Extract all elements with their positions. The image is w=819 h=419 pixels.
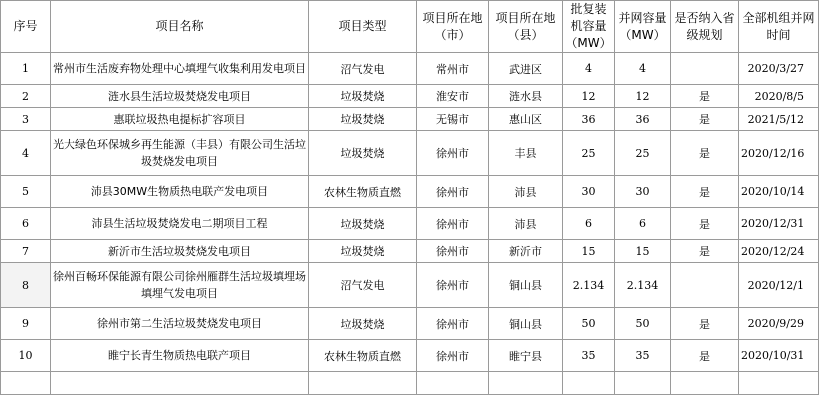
cell-city[interactable]: 徐州市 [417, 176, 489, 208]
cell-provincial[interactable]: 是 [671, 308, 739, 340]
cell-provincial[interactable]: 是 [671, 108, 739, 131]
cell-provincial[interactable]: 是 [671, 176, 739, 208]
cell-fulltime[interactable]: 2020/12/31 [739, 208, 819, 240]
cell-fulltime[interactable]: 2020/9/29 [739, 308, 819, 340]
table-row [1, 208, 819, 240]
cell-type[interactable]: 垃圾焚烧 [309, 240, 417, 263]
cell-city[interactable]: 徐州市 [417, 340, 489, 372]
cell-empty[interactable] [417, 372, 489, 395]
cell-idx[interactable]: 7 [1, 240, 51, 263]
cell-fulltime[interactable]: 2020/8/5 [739, 85, 819, 108]
header-city[interactable]: 项目所在地（市） [417, 1, 489, 53]
cell-provincial[interactable]: 是 [671, 208, 739, 240]
cell-idx[interactable]: 9 [1, 308, 51, 340]
cell-fulltime[interactable]: 2020/12/16 [739, 131, 819, 176]
table-row [1, 53, 819, 85]
cell-empty[interactable] [615, 372, 671, 395]
cell-idx[interactable]: 8 [1, 263, 51, 308]
cell-empty[interactable] [671, 372, 739, 395]
cell-approved[interactable]: 12 [563, 85, 615, 108]
cell-empty[interactable] [489, 372, 563, 395]
cell-city[interactable]: 常州市 [417, 53, 489, 85]
cell-name[interactable]: 沛县30MW生物质热电联产发电项目 [51, 176, 309, 208]
cell-idx[interactable]: 5 [1, 176, 51, 208]
cell-city[interactable]: 淮安市 [417, 85, 489, 108]
cell-city[interactable]: 无锡市 [417, 108, 489, 131]
cell-county[interactable]: 涟水县 [489, 85, 563, 108]
cell-fulltime[interactable]: 2020/12/24 [739, 240, 819, 263]
cell-grid[interactable]: 25 [615, 131, 671, 176]
cell-county[interactable]: 沛县 [489, 176, 563, 208]
cell-county[interactable]: 武进区 [489, 53, 563, 85]
cell-county[interactable]: 铜山县 [489, 308, 563, 340]
header-grid-capacity[interactable]: 并网容量（MW） [615, 1, 671, 53]
header-county[interactable]: 项目所在地（县） [489, 1, 563, 53]
cell-county[interactable]: 丰县 [489, 131, 563, 176]
cell-name[interactable]: 沛县生活垃圾焚烧发电二期项目工程 [51, 208, 309, 240]
cell-approved[interactable]: 36 [563, 108, 615, 131]
cell-empty[interactable] [51, 372, 309, 395]
table-row [1, 340, 819, 372]
cell-name[interactable]: 睢宁长青生物质热电联产项目 [51, 340, 309, 372]
cell-fulltime[interactable]: 2020/3/27 [739, 53, 819, 85]
cell-approved[interactable]: 50 [563, 308, 615, 340]
cell-county[interactable]: 铜山县 [489, 263, 563, 308]
table-row [1, 108, 819, 131]
cell-county[interactable]: 沛县 [489, 208, 563, 240]
cell-idx[interactable]: 6 [1, 208, 51, 240]
table-row [1, 263, 819, 308]
header-type[interactable]: 项目类型 [309, 1, 417, 53]
cell-city[interactable]: 徐州市 [417, 208, 489, 240]
cell-type[interactable]: 垃圾焚烧 [309, 131, 417, 176]
cell-grid[interactable]: 30 [615, 176, 671, 208]
cell-idx[interactable]: 2 [1, 85, 51, 108]
cell-type[interactable]: 垃圾焚烧 [309, 208, 417, 240]
cell-name[interactable]: 惠联垃圾热电提标扩容项目 [51, 108, 309, 131]
cell-provincial[interactable]: 是 [671, 131, 739, 176]
cell-empty[interactable] [309, 372, 417, 395]
cell-approved[interactable]: 35 [563, 340, 615, 372]
cell-empty[interactable] [1, 372, 51, 395]
cell-grid[interactable]: 35 [615, 340, 671, 372]
cell-name[interactable]: 常州市生活废弃物处理中心填埋气收集利用发电项目 [51, 53, 309, 85]
cell-name[interactable]: 新沂市生活垃圾焚烧发电项目 [51, 240, 309, 263]
cell-provincial[interactable]: 是 [671, 85, 739, 108]
header-full-grid-time[interactable]: 全部机组并网时间 [739, 1, 819, 53]
table-row [1, 308, 819, 340]
cell-empty[interactable] [739, 372, 819, 395]
cell-approved[interactable]: 6 [563, 208, 615, 240]
cell-grid[interactable]: 50 [615, 308, 671, 340]
cell-county[interactable]: 睢宁县 [489, 340, 563, 372]
cell-name[interactable]: 光大绿色环保城乡再生能源（丰县）有限公司生活垃圾焚烧发电项目 [51, 131, 309, 176]
cell-approved[interactable]: 30 [563, 176, 615, 208]
cell-city[interactable]: 徐州市 [417, 240, 489, 263]
cell-city[interactable]: 徐州市 [417, 131, 489, 176]
cell-grid[interactable]: 15 [615, 240, 671, 263]
cell-type[interactable]: 垃圾焚烧 [309, 108, 417, 131]
header-idx[interactable]: 序号 [1, 1, 51, 53]
cell-grid[interactable]: 12 [615, 85, 671, 108]
cell-idx[interactable]: 10 [1, 340, 51, 372]
cell-grid[interactable]: 6 [615, 208, 671, 240]
header-approved-capacity[interactable]: 批复装机容量（MW） [563, 1, 615, 53]
cell-approved[interactable]: 2.134 [563, 263, 615, 308]
table-row [1, 176, 819, 208]
table-row [1, 240, 819, 263]
cell-approved[interactable]: 4 [563, 53, 615, 85]
table-row-partial [1, 372, 819, 395]
cell-name[interactable]: 徐州市第二生活垃圾焚烧发电项目 [51, 308, 309, 340]
cell-idx[interactable]: 4 [1, 131, 51, 176]
cell-fulltime[interactable]: 2020/12/1 [739, 263, 819, 308]
cell-provincial[interactable]: 是 [671, 340, 739, 372]
cell-type[interactable]: 沼气发电 [309, 263, 417, 308]
cell-type[interactable]: 沼气发电 [309, 53, 417, 85]
cell-provincial[interactable] [671, 53, 739, 85]
table-row [1, 85, 819, 108]
cell-city[interactable]: 徐州市 [417, 308, 489, 340]
cell-name[interactable]: 涟水县生活垃圾焚烧发电项目 [51, 85, 309, 108]
cell-name[interactable]: 徐州百畅环保能源有限公司徐州雁群生活垃圾填埋场填埋气发电项目 [51, 263, 309, 308]
cell-grid[interactable]: 4 [615, 53, 671, 85]
table-row [1, 131, 819, 176]
cell-idx[interactable]: 1 [1, 53, 51, 85]
cell-grid[interactable]: 2.134 [615, 263, 671, 308]
cell-approved[interactable]: 25 [563, 131, 615, 176]
cell-provincial[interactable] [671, 263, 739, 308]
cell-county[interactable]: 惠山区 [489, 108, 563, 131]
cell-idx[interactable]: 3 [1, 108, 51, 131]
cell-provincial[interactable]: 是 [671, 240, 739, 263]
header-row [1, 1, 819, 53]
cell-type[interactable]: 农林生物质直燃 [309, 340, 417, 372]
cell-fulltime[interactable]: 2021/5/12 [739, 108, 819, 131]
cell-county[interactable]: 新沂市 [489, 240, 563, 263]
cell-city[interactable]: 徐州市 [417, 263, 489, 308]
cell-grid[interactable]: 36 [615, 108, 671, 131]
cell-type[interactable]: 农林生物质直燃 [309, 176, 417, 208]
cell-empty[interactable] [563, 372, 615, 395]
cell-type[interactable]: 垃圾焚烧 [309, 308, 417, 340]
cell-approved[interactable]: 15 [563, 240, 615, 263]
cell-fulltime[interactable]: 2020/10/14 [739, 176, 819, 208]
cell-type[interactable]: 垃圾焚烧 [309, 85, 417, 108]
header-provincial-plan[interactable]: 是否纳入省级规划 [671, 1, 739, 53]
header-name[interactable]: 项目名称 [51, 1, 309, 53]
cell-fulltime[interactable]: 2020/10/31 [739, 340, 819, 372]
